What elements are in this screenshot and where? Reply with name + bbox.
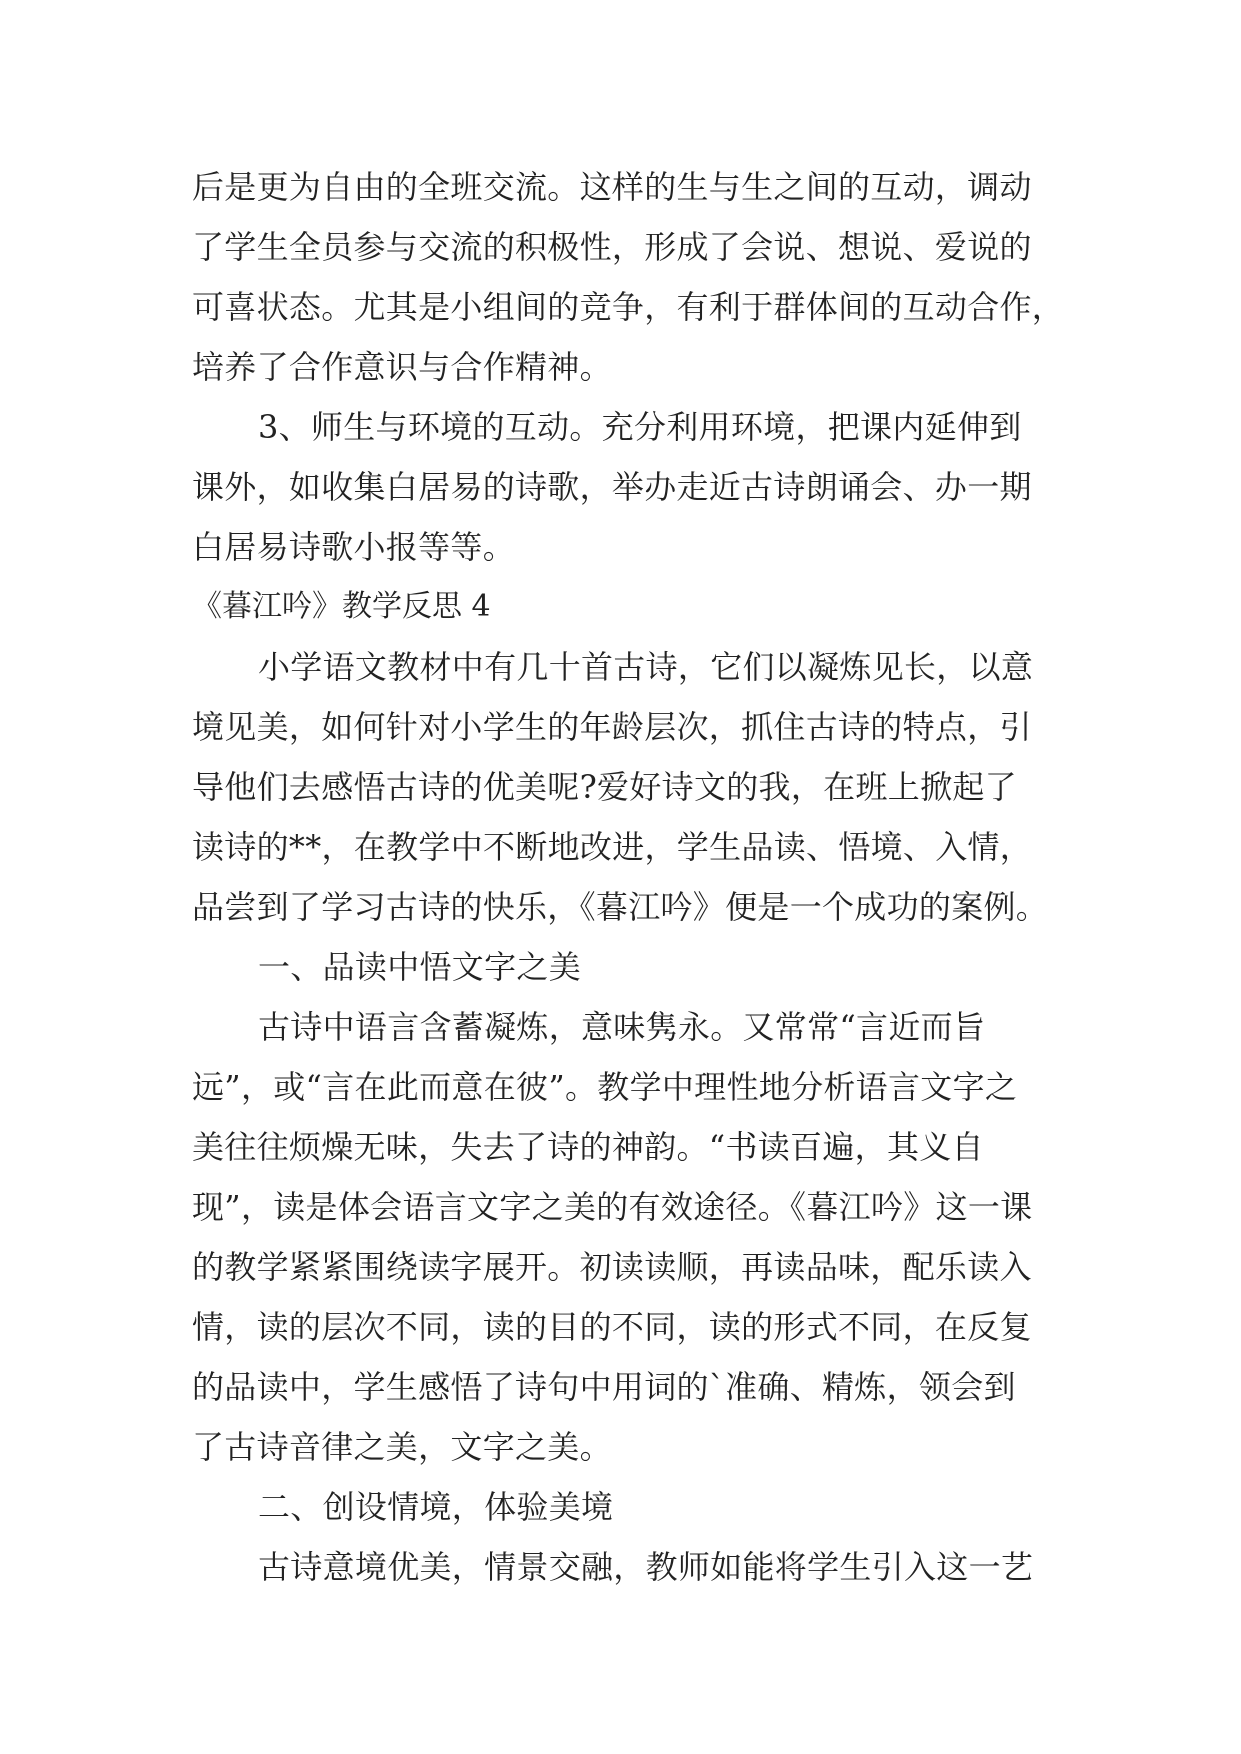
- text-line: 培养了合作意识与合作精神。: [192, 348, 612, 386]
- text-line: 读诗的**，在教学中不断地改进，学生品读、悟境、入情，: [192, 828, 1033, 866]
- text-line: 可喜状态。尤其是小组间的竞争，有利于群体间的互动合作，: [192, 288, 1065, 326]
- subheading: 二、创设情境，体验美境: [258, 1488, 614, 1526]
- text-line: 小学语文教材中有几十首古诗，它们以凝炼见长，以意: [258, 648, 1034, 686]
- text-line: 的品读中，学生感悟了诗句中用词的`准确、精炼，领会到: [192, 1368, 1016, 1406]
- text-line: 后是更为自由的全班交流。这样的生与生之间的互动，调动: [192, 168, 1032, 206]
- text-line: 远”，或“言在此而意在彼”。教学中理性地分析语言文字之: [192, 1068, 1018, 1106]
- text-line: 情，读的层次不同，读的目的不同，读的形式不同，在反复: [192, 1308, 1032, 1346]
- text-line: 古诗意境优美，情景交融，教师如能将学生引入这一艺: [258, 1548, 1034, 1586]
- text-line: 的教学紧紧围绕读字展开。初读读顺，再读品味，配乐读入: [192, 1248, 1032, 1286]
- text-line: 导他们去感悟古诗的优美呢?爱好诗文的我，在班上掀起了: [192, 768, 1017, 806]
- text-line: 境见美，如何针对小学生的年龄层次，抓住古诗的特点，引: [192, 708, 1032, 746]
- text-line: 3、师生与环境的互动。充分利用环境，把课内延伸到: [258, 408, 1022, 446]
- text-line: 课外，如收集白居易的诗歌，举办走近古诗朗诵会、办一期: [192, 468, 1032, 506]
- text-line: 了学生全员参与交流的积极性，形成了会说、想说、爱说的: [192, 228, 1032, 266]
- text-line: 白居易诗歌小报等等。: [192, 528, 516, 566]
- document-body: [192, 157, 1065, 1597]
- subheading: 一、品读中悟文字之美: [258, 948, 582, 986]
- text-line: 品尝到了学习古诗的快乐，《暮江吟》便是一个成功的案例。: [192, 888, 1049, 926]
- text-line: 古诗中语言含蓄凝炼，意味隽永。又常常“言近而旨: [258, 1008, 986, 1046]
- text-line: 美往往烦燥无味，失去了诗的神韵。“书读百遍，其义自: [192, 1128, 984, 1166]
- text-line: 了古诗音律之美，文字之美。: [192, 1428, 612, 1466]
- text-line: 现”，读是体会语言文字之美的有效途径。《暮江吟》这一课: [192, 1188, 1033, 1226]
- section-title: 《暮江吟》教学反思 4: [192, 589, 491, 624]
